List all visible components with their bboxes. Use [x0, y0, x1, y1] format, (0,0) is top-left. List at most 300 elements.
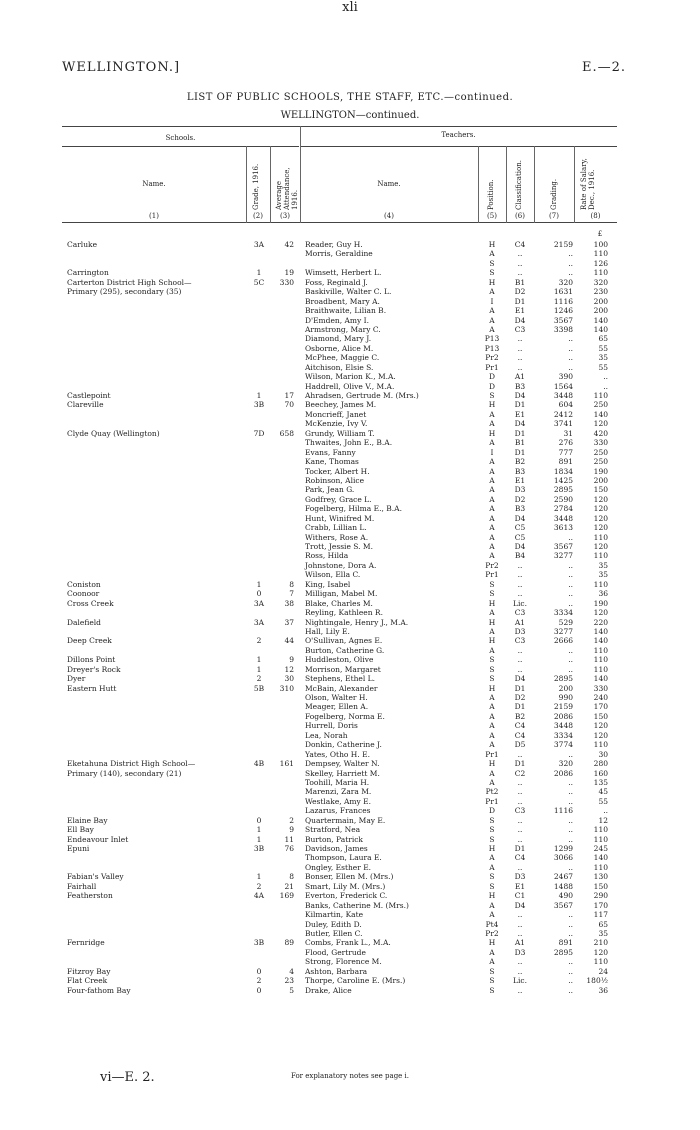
position-cell: Pr1 — [485, 749, 499, 759]
salary-cell: 120 — [593, 513, 608, 523]
classification-cell: B2 — [514, 457, 526, 467]
table-row — [0, 655, 700, 664]
teacher-name-cell: Lea, Norah — [305, 730, 348, 740]
grading-cell: .. — [568, 749, 573, 759]
attendance-cell: 8 — [289, 579, 294, 589]
table-row — [0, 580, 700, 589]
grade-cell: 3B — [253, 938, 265, 948]
grade-cell: 0 — [256, 589, 262, 599]
salary-cell: 126 — [593, 258, 608, 268]
salary-cell: .. — [603, 806, 608, 816]
classification-cell: B1 — [514, 277, 526, 287]
teacher-name-cell: Evans, Fanny — [305, 447, 356, 457]
school-name-cell: Castlepoint — [67, 391, 111, 400]
running-header-right: E.—2. — [581, 60, 626, 75]
salary-cell: 240 — [593, 693, 608, 702]
attendance-cell: 23 — [284, 976, 294, 986]
table-row — [0, 448, 700, 457]
table-row — [0, 627, 700, 636]
col-number: (1) — [149, 212, 159, 220]
salary-cell: 110 — [593, 825, 608, 835]
classification-cell: D4 — [514, 513, 526, 523]
school-name-cell: Fitzroy Bay — [67, 966, 111, 976]
salary-cell: 150 — [593, 711, 608, 721]
salary-cell: 135 — [593, 777, 608, 787]
salary-cell: 150 — [593, 881, 608, 891]
grade-cell: 4A — [253, 891, 265, 901]
grading-cell: 390 — [558, 372, 573, 382]
classification-cell: .. — [517, 910, 523, 920]
teacher-name-cell: Kane, Thomas — [305, 457, 359, 467]
grading-cell: .. — [568, 560, 573, 570]
table-row — [0, 797, 700, 806]
classification-cell: .. — [517, 645, 523, 655]
salary-cell: 190 — [593, 466, 608, 476]
table-row — [0, 684, 700, 693]
salary-cell: 130 — [593, 872, 608, 882]
grade-cell: 0 — [256, 966, 262, 976]
teacher-name-cell: Stratford, Nea — [305, 825, 361, 835]
teacher-name-cell: Davidson, James — [305, 844, 368, 853]
position-cell: H — [488, 759, 496, 769]
school-name-cell: Cross Creek — [67, 598, 114, 608]
attendance-cell: 42 — [284, 240, 294, 249]
school-name-cell: Ell Bay — [67, 825, 94, 835]
salary-cell: 110 — [593, 740, 608, 750]
grade-cell: 2 — [256, 674, 262, 684]
teacher-name-cell: Foss, Reginald J. — [305, 277, 368, 287]
salary-cell: 330 — [593, 438, 608, 448]
teacher-name-cell: McBain, Alexander — [305, 683, 378, 693]
grading-cell: 2784 — [553, 504, 573, 514]
teacher-name-cell: Fogelberg, Hilma E., B.A. — [305, 504, 402, 514]
salary-cell: 110 — [593, 249, 608, 259]
salary-cell: 120 — [593, 947, 608, 957]
grading-cell: .. — [568, 815, 573, 825]
position-cell: A — [489, 693, 495, 702]
salary-cell: 140 — [593, 853, 608, 863]
classification-heading: Classification. — [515, 160, 523, 210]
teacher-name-cell: Toohill, Maria H. — [305, 777, 370, 787]
teacher-name-cell: Duley, Edith D. — [305, 919, 362, 929]
salary-cell: 420 — [593, 428, 608, 438]
grading-cell: .. — [568, 343, 573, 353]
classification-cell: C5 — [514, 532, 526, 542]
classification-cell: C5 — [514, 523, 526, 533]
classification-cell: .. — [517, 957, 523, 967]
grading-cell: 2895 — [553, 485, 573, 495]
salary-cell: 220 — [593, 617, 608, 627]
teacher-name-cell: Ongley, Esther E. — [305, 862, 372, 872]
grading-cell: 3613 — [553, 523, 573, 533]
salary-cell: 180½ — [586, 976, 608, 986]
grading-heading: Grading. — [550, 178, 558, 210]
position-cell: H — [488, 240, 496, 249]
grade-cell: 2 — [256, 976, 262, 986]
teacher-name-cell: Blake, Charles M. — [305, 598, 373, 608]
teacher-name-cell: Flood, Gertrude — [305, 947, 366, 957]
table-row — [0, 410, 700, 419]
classification-cell: D4 — [514, 542, 526, 551]
salary-cell: 12 — [598, 815, 608, 825]
salary-cell: 36 — [598, 589, 608, 599]
position-cell: S — [489, 589, 495, 599]
classification-cell: .. — [517, 353, 523, 363]
attendance-cell: 169 — [279, 891, 294, 901]
position-cell: S — [489, 268, 495, 278]
school-name-cell: Fabian's Valley — [67, 872, 124, 882]
position-cell: Pr2 — [485, 560, 499, 570]
attendance-cell: 7 — [289, 589, 294, 599]
position-cell: H — [488, 938, 496, 948]
classification-cell: B3 — [514, 466, 526, 476]
classification-cell: D3 — [514, 626, 526, 636]
salary-cell: 120 — [593, 721, 608, 731]
table-row — [0, 910, 700, 919]
attendance-cell: 310 — [279, 683, 294, 693]
position-cell: S — [489, 881, 495, 891]
attendance-cell: 9 — [289, 655, 294, 665]
salary-cell: 65 — [598, 334, 608, 344]
classification-cell: .. — [517, 664, 523, 674]
grading-cell: .. — [568, 362, 573, 372]
grade-cell: 2 — [256, 636, 262, 646]
teacher-name-cell: Donkin, Catherine J. — [305, 740, 382, 750]
grade-cell: 3A — [253, 240, 265, 249]
attendance-cell: 19 — [284, 268, 294, 278]
position-cell: H — [488, 428, 496, 438]
classification-cell: C1 — [514, 891, 526, 901]
grade-cell: 3B — [253, 844, 265, 853]
classification-cell: D1 — [514, 400, 526, 410]
table-row — [0, 976, 700, 985]
footer-note: For explanatory notes see page i. — [290, 1072, 410, 1080]
teacher-name-cell: Trott, Jessie S. M. — [305, 542, 373, 551]
teacher-name-cell: Tocker, Albert H. — [305, 466, 370, 476]
teacher-name-cell: McKenzie, Ivy V. — [305, 419, 368, 429]
teacher-name-cell: King, Isabel — [305, 579, 351, 589]
position-cell: A — [489, 306, 495, 316]
attendance-cell: 9 — [289, 825, 294, 835]
position-cell: A — [489, 542, 495, 551]
grading-cell: 2086 — [553, 768, 573, 778]
table-row — [0, 278, 700, 287]
school-name-cell: Eketahuna District High School— — [67, 759, 196, 769]
grading-cell: 3448 — [553, 721, 573, 731]
grade-cell: 1 — [256, 834, 262, 844]
page-number: xli — [342, 0, 358, 15]
table-row — [0, 636, 700, 645]
table-row — [0, 806, 700, 815]
teacher-name-cell: Haddrell, Olive V., M.A. — [305, 381, 395, 391]
table-row — [0, 570, 700, 579]
classification-cell: .. — [517, 777, 523, 787]
classification-cell: D3 — [514, 872, 526, 882]
classification-cell: .. — [517, 249, 523, 259]
table-row — [0, 853, 700, 862]
grading-cell: 1246 — [553, 306, 573, 316]
teacher-name-cell: Broadbent, Mary A. — [305, 296, 380, 306]
classification-cell: D1 — [514, 702, 526, 712]
position-cell: S — [489, 976, 495, 986]
salary-cell: 110 — [593, 957, 608, 967]
grading-cell: 3567 — [553, 542, 573, 551]
table-row — [0, 740, 700, 749]
grading-cell: 1564 — [553, 381, 573, 391]
position-cell: A — [489, 315, 495, 325]
teachers-sub-rule — [300, 146, 617, 147]
grading-cell: 529 — [558, 617, 573, 627]
table-row — [0, 618, 700, 627]
grading-cell: 891 — [558, 938, 573, 948]
grading-cell: 2895 — [553, 674, 573, 684]
position-cell: D — [488, 806, 495, 816]
table-row — [0, 353, 700, 362]
school-name-heading: Name. — [142, 180, 166, 188]
teacher-name-cell: Ahradsen, Gertrude M. (Mrs.) — [305, 391, 419, 400]
grading-cell: .. — [568, 834, 573, 844]
teacher-name-cell: Yates, Otho H. E. — [305, 749, 370, 759]
classification-cell: C4 — [514, 240, 526, 249]
grade-cell: 1 — [256, 391, 262, 400]
teacher-name-cell: Burton, Patrick — [305, 834, 363, 844]
grade-heading: Grade, 1916. — [252, 163, 260, 210]
position-cell: A — [489, 740, 495, 750]
school-name-cell: Carrington — [67, 268, 109, 278]
classification-cell: .. — [517, 589, 523, 599]
classification-cell: .. — [517, 985, 523, 995]
salary-cell: 24 — [598, 966, 608, 976]
table-row — [0, 438, 700, 447]
grading-cell: .. — [568, 910, 573, 920]
classification-cell: D2 — [514, 287, 526, 297]
teacher-name-cell: Marenzi, Zara M. — [305, 787, 372, 797]
table-row — [0, 476, 700, 485]
teacher-name-cell: Diamond, Mary J. — [305, 334, 372, 344]
classification-cell: D2 — [514, 693, 526, 702]
position-cell: D — [488, 372, 495, 382]
classification-cell: A1 — [514, 938, 526, 948]
classification-cell: D1 — [514, 428, 526, 438]
school-name-cell: Primary (140), secondary (21) — [67, 768, 182, 778]
classification-cell: .. — [517, 343, 523, 353]
attendance-cell: 658 — [279, 428, 294, 438]
teacher-name-cell: Johnstone, Dora A. — [305, 560, 377, 570]
position-cell: A — [489, 702, 495, 712]
classification-cell: Lic. — [513, 598, 527, 608]
school-name-cell: Clareville — [67, 400, 104, 410]
grading-cell: .. — [568, 862, 573, 872]
salary-cell: 35 — [598, 353, 608, 363]
grading-cell: 2086 — [553, 711, 573, 721]
position-cell: Pt2 — [485, 787, 499, 797]
school-name-cell: Dillons Point — [67, 655, 116, 665]
grading-cell: 3066 — [553, 853, 573, 863]
school-name-cell: Fernridge — [67, 938, 105, 948]
grading-cell: 490 — [558, 891, 573, 901]
table-row — [0, 457, 700, 466]
school-name-cell: Carterton District High School— — [67, 277, 192, 287]
teacher-name-cell: Thompson, Laura E. — [305, 853, 382, 863]
grade-cell: 1 — [256, 664, 262, 674]
classification-cell: D1 — [514, 683, 526, 693]
salary-cell: 110 — [593, 834, 608, 844]
classification-cell: D4 — [514, 419, 526, 429]
teacher-name-cell: O'Sullivan, Agnes E. — [305, 636, 383, 646]
salary-cell: 100 — [593, 240, 608, 249]
footer-page-ref: vi—E. 2. — [100, 1070, 155, 1085]
classification-cell: D5 — [514, 740, 526, 750]
position-cell: H — [488, 400, 496, 410]
salary-cell: 110 — [593, 268, 608, 278]
classification-cell: .. — [517, 570, 523, 580]
table-row — [0, 268, 700, 277]
position-cell: S — [489, 834, 495, 844]
table-top-rule — [62, 126, 617, 127]
teacher-name-cell: Bonser, Ellen M. (Mrs.) — [305, 872, 394, 882]
position-cell: A — [489, 551, 495, 561]
teacher-name-cell: Burton, Catherine G. — [305, 645, 385, 655]
salary-cell: .. — [603, 372, 608, 382]
salary-cell: 110 — [593, 862, 608, 872]
position-cell: S — [489, 966, 495, 976]
classification-cell: .. — [517, 928, 523, 938]
salary-cell: 250 — [593, 400, 608, 410]
teachers-heading: Teachers. — [441, 131, 476, 139]
position-cell: A — [489, 862, 495, 872]
classification-cell: D1 — [514, 296, 526, 306]
table-row — [0, 957, 700, 966]
attendance-cell: 70 — [284, 400, 294, 410]
classification-cell: D4 — [514, 315, 526, 325]
salary-cell: 55 — [598, 796, 608, 806]
grading-cell: .. — [568, 249, 573, 259]
grading-cell: .. — [568, 655, 573, 665]
teacher-name-cell: Westlake, Amy E. — [305, 796, 372, 806]
classification-cell: .. — [517, 268, 523, 278]
table-row — [0, 514, 700, 523]
position-cell: A — [489, 466, 495, 476]
position-cell: A — [489, 721, 495, 731]
classification-cell: C4 — [514, 853, 526, 863]
salary-cell: 55 — [598, 362, 608, 372]
table-row — [0, 938, 700, 947]
teacher-name-cell: Wimsett, Herbert L. — [305, 268, 382, 278]
grading-cell: 990 — [558, 693, 573, 702]
grade-cell: 5B — [253, 683, 265, 693]
classification-cell: .. — [517, 362, 523, 372]
teacher-name-cell: Robinson, Alice — [305, 475, 365, 485]
attendance-heading: Average Attendance, 1916. — [275, 167, 299, 210]
teacher-name-cell: Moncrieff, Janet — [305, 409, 367, 419]
grading-cell: .. — [568, 919, 573, 929]
position-cell: A — [489, 513, 495, 523]
classification-cell: .. — [517, 919, 523, 929]
table-row — [0, 561, 700, 570]
grading-cell: 777 — [558, 447, 573, 457]
classification-cell: A1 — [514, 617, 526, 627]
school-name-cell: Fairhall — [67, 881, 97, 891]
position-cell: A — [489, 645, 495, 655]
grading-cell: .. — [568, 353, 573, 363]
grade-cell: 1 — [256, 655, 262, 665]
grading-cell: 1299 — [553, 844, 573, 853]
classification-cell: D3 — [514, 485, 526, 495]
position-cell: S — [489, 655, 495, 665]
table-row — [0, 816, 700, 825]
position-cell: S — [489, 579, 495, 589]
attendance-cell: 21 — [284, 881, 294, 891]
classification-cell: E1 — [514, 881, 526, 891]
grade-cell: 5C — [253, 277, 265, 287]
position-cell: H — [488, 598, 496, 608]
teacher-name-cell: D'Emden, Amy I. — [305, 315, 369, 325]
salary-cell: 117 — [593, 910, 608, 920]
salary-cell: 35 — [598, 570, 608, 580]
grading-cell: .. — [568, 532, 573, 542]
position-cell: A — [489, 523, 495, 533]
position-cell: S — [489, 391, 495, 400]
salary-cell: 140 — [593, 626, 608, 636]
classification-cell: B4 — [514, 551, 526, 561]
table-row — [0, 835, 700, 844]
position-cell: H — [488, 636, 496, 646]
classification-cell: D3 — [514, 947, 526, 957]
teacher-name-cell: Hurrell, Doris — [305, 721, 358, 731]
grade-cell: 3B — [253, 400, 265, 410]
classification-cell: .. — [517, 815, 523, 825]
salary-cell: 120 — [593, 608, 608, 618]
position-cell: A — [489, 249, 495, 259]
position-cell: H — [488, 891, 496, 901]
teacher-name-cell: Olson, Walter H. — [305, 693, 368, 702]
teacher-name-cell: Grundy, William T. — [305, 428, 375, 438]
school-name-cell: Dyer — [67, 674, 86, 684]
grading-cell: 3448 — [553, 391, 573, 400]
attendance-cell: 5 — [289, 985, 294, 995]
grading-cell: .. — [568, 589, 573, 599]
teacher-name-cell: Braithwaite, Lilian B. — [305, 306, 387, 316]
position-cell: A — [489, 475, 495, 485]
teacher-name-cell: Banks, Catherine M. (Mrs.) — [305, 900, 409, 910]
grading-cell: 2895 — [553, 947, 573, 957]
table-row — [0, 495, 700, 504]
position-cell: H — [488, 844, 496, 853]
teacher-name-cell: Hall, Lily E. — [305, 626, 350, 636]
table-row — [0, 778, 700, 787]
grade-cell: 7D — [253, 428, 265, 438]
position-cell: I — [490, 447, 494, 457]
position-cell: A — [489, 900, 495, 910]
table-row — [0, 363, 700, 372]
teacher-name-cell: Stephens, Ethel L. — [305, 674, 376, 684]
table-row — [0, 306, 700, 315]
table-row — [0, 249, 700, 258]
col-number: (3) — [280, 212, 290, 220]
attendance-cell: 30 — [284, 674, 294, 684]
grading-cell: 1631 — [553, 287, 573, 297]
page-subtitle: WELLINGTON—continued. — [280, 110, 420, 121]
grading-cell: 3774 — [553, 740, 573, 750]
salary-cell: 110 — [593, 391, 608, 400]
table-row — [0, 759, 700, 768]
grading-cell: 2412 — [553, 409, 573, 419]
table-row — [0, 702, 700, 711]
school-name-cell: Primary (295), secondary (35) — [67, 287, 182, 297]
col-number: (8) — [590, 212, 601, 220]
position-cell: A — [489, 287, 495, 297]
classification-cell: .. — [517, 579, 523, 589]
